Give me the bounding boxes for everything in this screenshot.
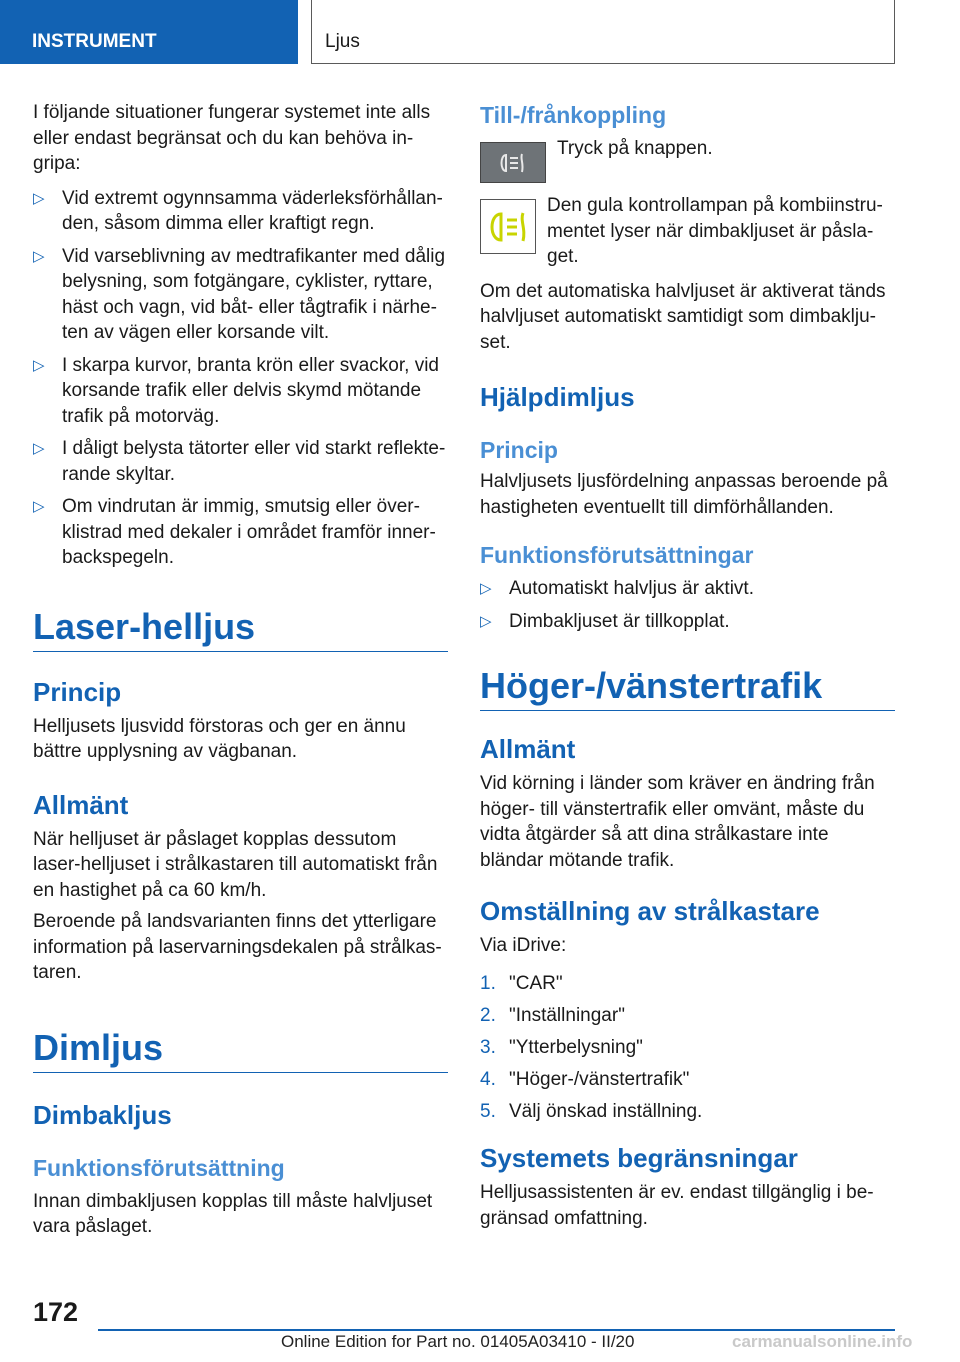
allmant-heading-right: Allmänt [480,734,576,764]
limitations-list [33,186,448,571]
funk-list [480,576,895,634]
list-item: ▷ I dåligt belysta tätorter eller vid starkt reflekte-rande skyltar. [33,438,446,485]
steps-list [480,971,895,1125]
left-column [33,100,448,1240]
list-item: 2. "Inställningar" [480,1004,625,1026]
list-item: ▷ I skarpa kurvor, branta krön eller svackor, vid korsande trafik eller delvis skymd mötande trafik på motorväg. [33,354,439,427]
dimljus-heading: Dimljus [33,1026,448,1073]
topic-tab: Ljus [311,0,895,64]
laser-heading: Laser-helljus [33,605,448,652]
via-text: Via iDrive: [480,935,567,956]
list-item: 3. "Ytterbelysning" [480,1036,643,1058]
funk-heading: Funktionsförutsättning [33,1154,285,1181]
intro-text: I följande situationer fungerar systemet inte alls eller endast begränsat och du kan behöva in-gripa: [33,102,431,174]
tillfran-heading: Till-/frånkoppling [480,102,667,128]
hjalp-heading: Hjälpdimljus [480,382,635,412]
right-column [480,100,895,1231]
funk-heading-right: Funktionsförutsättningar [480,542,754,568]
indicator-row [480,195,895,270]
allmant-text-right: Vid körning i länder som kräver en ändring från höger- till vänstertrafik eller omvänt, måste du vidta åtgärder så att dina strålkastare inte bländar mötande trafik. [480,773,875,871]
tryck-text: Tryck på knappen. [557,138,713,159]
triangle-bullet-icon: ▷ [480,612,492,630]
list-item: ▷ Vid extremt ogynnsamma väderleksförhållan-den, såsom dimma eller kraftigt regn. [33,187,443,234]
princip-text: Helljusets ljusvidd förstoras och ger en ännu bättre upplysning av vägbanan. [33,715,406,762]
list-item: ▷ Dimbakljuset är tillkopplat. [480,609,895,635]
page-number: 172 [33,1297,79,1327]
triangle-bullet-icon: ▷ [33,247,45,265]
footer-rule [98,1329,895,1331]
auto-text: Om det automatiska halvljuset är aktiverat tänds halvljuset automatiskt samtidigt som dimbaklju-set. [480,280,886,353]
allmant-heading: Allmänt [33,789,129,820]
edition-text: Online Edition for Part no. 01405A03410 - II/20 [281,1332,635,1351]
allmant-text-1: När helljuset är påslaget kopplas dessutom laser-helljuset i strålkastaren till automatiskt från en hastighet på ca 60 km/h. [33,828,438,901]
triangle-bullet-icon: ▷ [33,356,45,374]
triangle-bullet-icon: ▷ [33,440,45,457]
triangle-bullet-icon: ▷ [33,189,45,207]
dimbakljus-heading: Dimbakljus [33,1099,172,1130]
list-item: ▷ Vid varseblivning av medtrafikanter med dålig belysning, som fotgängare, cyklister, ryttare, häst och vagn, vid båt- eller tågtrafik i närhe-ten av vägen eller korsande vilt. [33,245,446,343]
funk-text: Innan dimbakljusen kopplas till måste halvljuset vara påslaget. [33,1190,433,1237]
rear-fog-indicator-icon [480,199,536,254]
princip-heading-right: Princip [480,437,558,463]
triangle-bullet-icon: ▷ [33,498,45,515]
allmant-text-2: Beroende på landsvarianten finns det ytterligare information på laservarningsdekalen på strålkas-taren. [33,911,442,983]
fog-light-button-icon [480,142,546,183]
princip-text-right: Halvljusets ljusfördelning anpassas beroende på hastigheten eventuellt till dimförhållanden. [480,471,888,518]
lamp-text: Den gula kontrollampan på kombiinstru-mentet lyser när dimbakljuset är påsla-get. [547,195,883,267]
sys-text: Helljusassistenten är ev. endast tillgänglig i be-gränsad omfattning. [480,1182,874,1229]
list-item: 1. "CAR" [480,972,563,994]
list-item: ▷ Om vindrutan är immig, smutsig eller över-klistrad med dekaler i området framför inner-backspegeln. [33,496,436,568]
list-item: 5. Välj önskad inställning. [480,1100,703,1122]
section-tab: INSTRUMENT [0,0,298,64]
list-item: 4. "Höger-/vänstertrafik" [480,1068,690,1090]
watermark-text: carmanualsonline.info [732,1332,913,1351]
button-row [480,138,895,183]
hoger-heading: Höger-/vänstertrafik [480,664,895,711]
triangle-bullet-icon: ▷ [480,580,492,597]
list-item: ▷ Automatiskt halvljus är aktivt. [480,576,895,602]
sys-heading: Systemets begränsningar [480,1143,798,1173]
omst-heading: Omställning av strålkastare [480,896,820,926]
princip-heading: Princip [33,676,122,707]
